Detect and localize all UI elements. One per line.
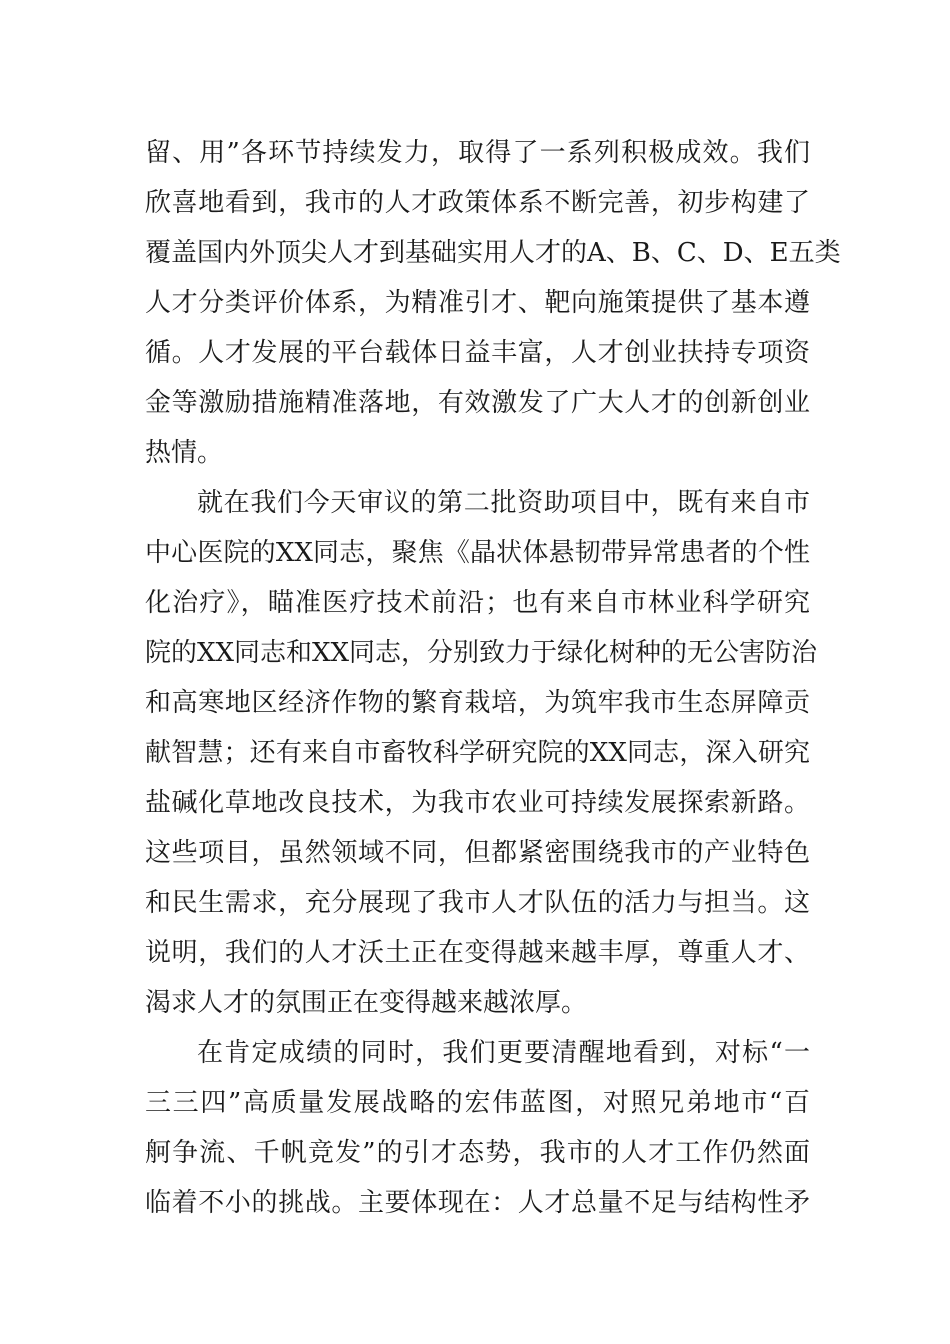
paragraph-first-line: 在肯定成绩的同时，我们更要清醒地看到，对标“一 (197, 1038, 810, 1068)
paragraph-first-line: 就在我们今天审议的第二批资助项目中，既有来自市 (197, 488, 810, 518)
text-line: 院的XX同志和XX同志，分别致力于绿化树种的无公害防治 (145, 638, 818, 668)
text-line: 化治疗》，瞄准医疗技术前沿；也有来自市林业科学研究 (145, 588, 810, 618)
text-line: 献智慧；还有来自市畜牧科学研究院的XX同志，深入研究 (145, 738, 810, 768)
text-line: 覆盖国内外顶尖人才到基础实用人才的A、B、C、D、E五类 (145, 238, 841, 268)
text-line: 和高寒地区经济作物的繁育栽培，为筑牢我市生态屏障贡 (145, 688, 810, 718)
text-line: 循。人才发展的平台载体日益丰富，人才创业扶持专项资 (145, 338, 810, 368)
text-line: 三三四”高质量发展战略的宏伟蓝图，对照兄弟地市“百 (145, 1088, 810, 1118)
text-line: 渴求人才的氛围正在变得越来越浓厚。 (145, 988, 588, 1018)
text-line: 热情。 (145, 438, 224, 468)
text-line: 舸争流、千帆竞发”的引才态势，我市的人才工作仍然面 (145, 1138, 810, 1168)
text-line: 留、用”各环节持续发力，取得了一系列积极成效。我们 (145, 138, 810, 168)
text-line: 盐碱化草地改良技术，为我市农业可持续发展探索新路。 (145, 788, 810, 818)
text-line: 这些项目，虽然领域不同，但都紧密围绕我市的产业特色 (145, 838, 810, 868)
text-line: 临着不小的挑战。主要体现在：人才总量不足与结构性矛 (145, 1188, 810, 1218)
text-line: 人才分类评价体系，为精准引才、靶向施策提供了基本遵 (145, 288, 810, 318)
text-line: 和民生需求，充分展现了我市人才队伍的活力与担当。这 (145, 888, 810, 918)
text-line: 说明，我们的人才沃土正在变得越来越丰厚，尊重人才、 (145, 938, 810, 968)
text-line: 中心医院的XX同志，聚焦《晶状体悬韧带异常患者的个性 (145, 538, 810, 568)
text-line: 金等激励措施精准落地，有效激发了广大人才的创新创业 (145, 388, 810, 418)
text-line: 欣喜地看到，我市的人才政策体系不断完善，初步构建了 (145, 188, 810, 218)
